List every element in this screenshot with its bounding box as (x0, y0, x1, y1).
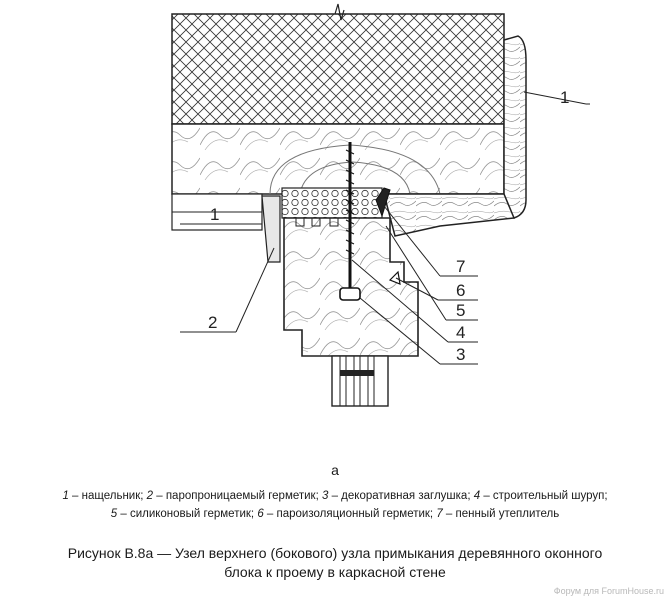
svg-text:4: 4 (456, 323, 466, 342)
svg-text:6: 6 (456, 281, 466, 300)
callout-1-right (524, 88, 590, 107)
legend-num: 7 (436, 508, 443, 520)
foam-insulation (282, 188, 382, 218)
svg-text:1: 1 (210, 205, 220, 224)
legend-num: 1 (62, 490, 69, 502)
svg-text:7: 7 (456, 257, 466, 276)
legend-text: – силиконовый герметик; (117, 508, 258, 520)
legend-text: – нащельник; (68, 490, 147, 502)
legend-num: 4 (473, 490, 481, 502)
figure-caption (0, 544, 670, 582)
legend (0, 487, 670, 523)
watermark: Форум для ForumHouse.ru (553, 586, 664, 596)
caption-line-1: Рисунок В.8а — Узел верхнего (бокового) узла примыкания деревянного оконного (67, 545, 603, 561)
svg-text:3: 3 (456, 345, 466, 364)
legend-line-1 (0, 487, 670, 505)
svg-text:5: 5 (456, 301, 466, 320)
legend-text: – пенный утеплитель (442, 508, 560, 520)
legend-text: – строительный шуруп; (480, 490, 608, 502)
legend-num: 2 (146, 490, 154, 502)
vapor-permeable-sealant (262, 196, 280, 262)
trim-strip (504, 36, 526, 218)
callout-2 (180, 248, 274, 332)
legend-num: 6 (257, 508, 264, 520)
svg-text:2: 2 (208, 313, 218, 332)
legend-text: – пароизоляционный герметик; (263, 508, 437, 520)
legend-text: – декоративная заглушка; (328, 490, 474, 502)
svg-text:1: 1 (560, 88, 570, 107)
figure-sublabel: а (331, 462, 339, 478)
legend-num: 3 (321, 490, 329, 502)
legend-text: – паропроницаемый герметик; (153, 490, 322, 502)
legend-line-2 (0, 505, 670, 523)
legend-num: 5 (110, 508, 118, 520)
caption-line-2: блока к проему в каркасной стене (224, 564, 446, 580)
decorative-plug (340, 288, 360, 300)
insulation-block (172, 14, 504, 124)
top-beam (172, 124, 504, 194)
